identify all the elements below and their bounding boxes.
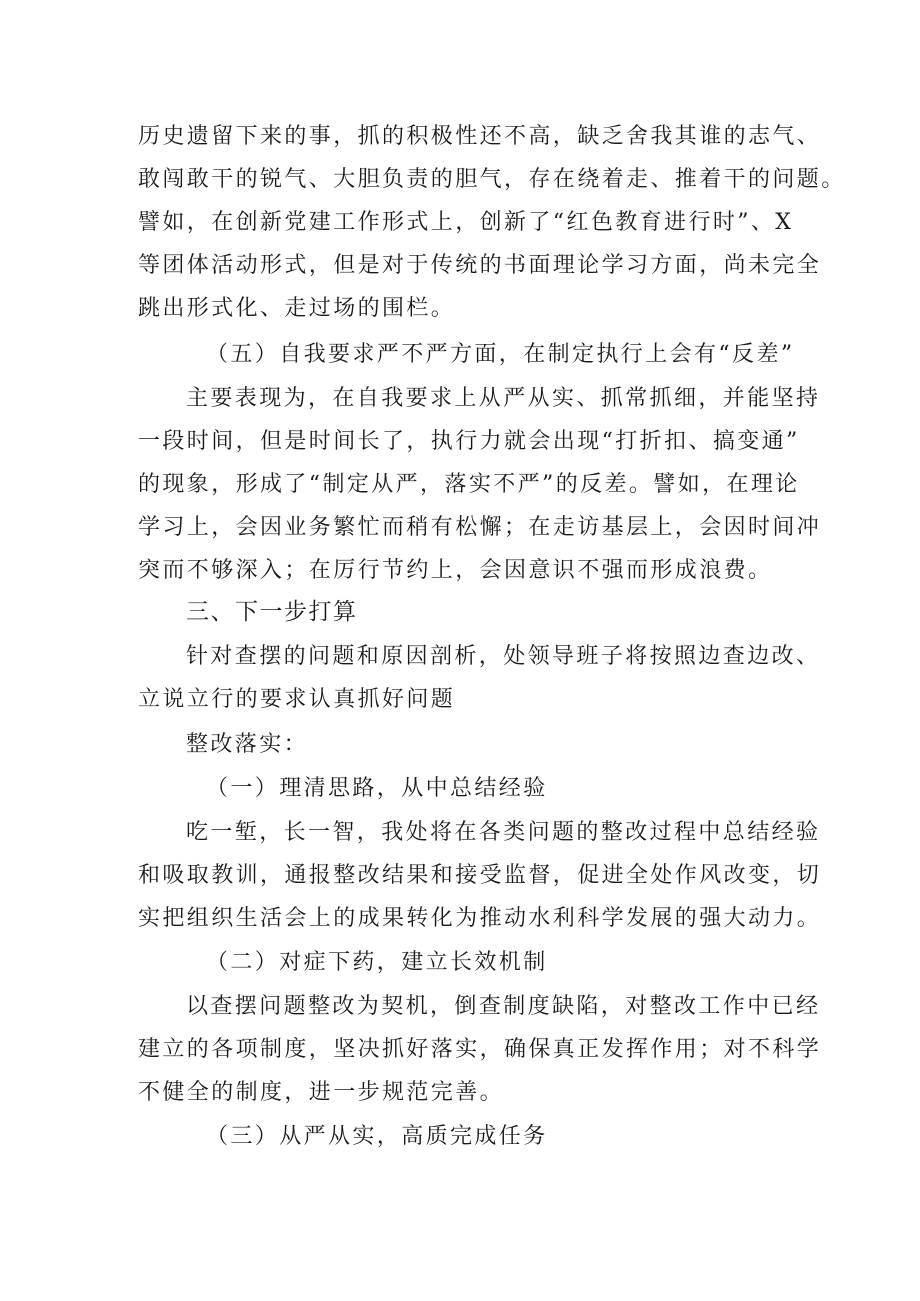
subsection-heading-3: （三）从严从实，高质完成任务: [206, 1124, 548, 1149]
body-text-line: 敢闯敢干的锐气、大胆负责的胆气，存在绕着走、推着干的问题。: [138, 167, 846, 192]
body-text-line: 主要表现为，在自我要求上从严从实、抓常抓细，并能坚持: [186, 386, 821, 411]
body-text-line: 历史遗留下来的事，抓的积极性还不高，缺乏舍我其谁的志气、: [138, 124, 822, 149]
section-heading-3: 三、下一步打算: [186, 599, 358, 625]
body-text-line: 学习上，会因业务繁忙而稍有松懈；在走访基层上，会因时间冲: [138, 515, 822, 540]
body-text-line: 立说立行的要求认真抓好问题: [138, 687, 456, 712]
body-text-line: 一段时间，但是时间长了，执行力就会出现“打折扣、搞变通”: [138, 429, 800, 454]
body-text-line: 以查摆问题整改为契机，倒查制度缺陷，对整改工作中已经: [186, 994, 821, 1019]
subsection-heading-1: （一）理清思路，从中总结经验: [206, 776, 548, 801]
body-text-line: 实把组织生活会上的成果转化为推动水利科学发展的强大动力。: [138, 906, 822, 931]
body-text-line: 突而不够深入；在厉行节约上，会因意识不强而形成浪费。: [138, 558, 773, 583]
body-text-line: 等团体活动形式，但是对于传统的书面理论学习方面，尚未完全: [138, 253, 822, 278]
subsection-heading-2: （二）对症下药，建立长效机制: [206, 950, 548, 975]
body-text-line: 和吸取教训，通报整改结果和接受监督，促进全处作风改变，切: [138, 863, 822, 888]
body-text-line: 的现象，形成了“制定从严，落实不严”的反差。譬如，在理论: [138, 472, 800, 497]
body-text-line: 针对查摆的问题和原因剖析，处领导班子将按照边查边改、: [186, 644, 821, 669]
body-text-line: 吃一堑，长一智，我处将在各类问题的整改过程中总结经验: [186, 820, 821, 845]
body-text-line: 譬如，在创新党建工作形式上，创新了“红色教育进行时”、X: [138, 210, 794, 235]
subsection-heading-5: （五）自我要求严不严方面，在制定执行上会有“反差”: [206, 342, 795, 367]
body-text-line: 不健全的制度，进一步规范完善。: [138, 1080, 505, 1105]
body-text-line: 跳出形式化、走过场的围栏。: [138, 296, 456, 321]
body-text-line: 建立的各项制度，坚决抓好落实，确保真正发挥作用；对不科学: [138, 1037, 822, 1062]
body-text-line: 整改落实：: [186, 732, 309, 757]
